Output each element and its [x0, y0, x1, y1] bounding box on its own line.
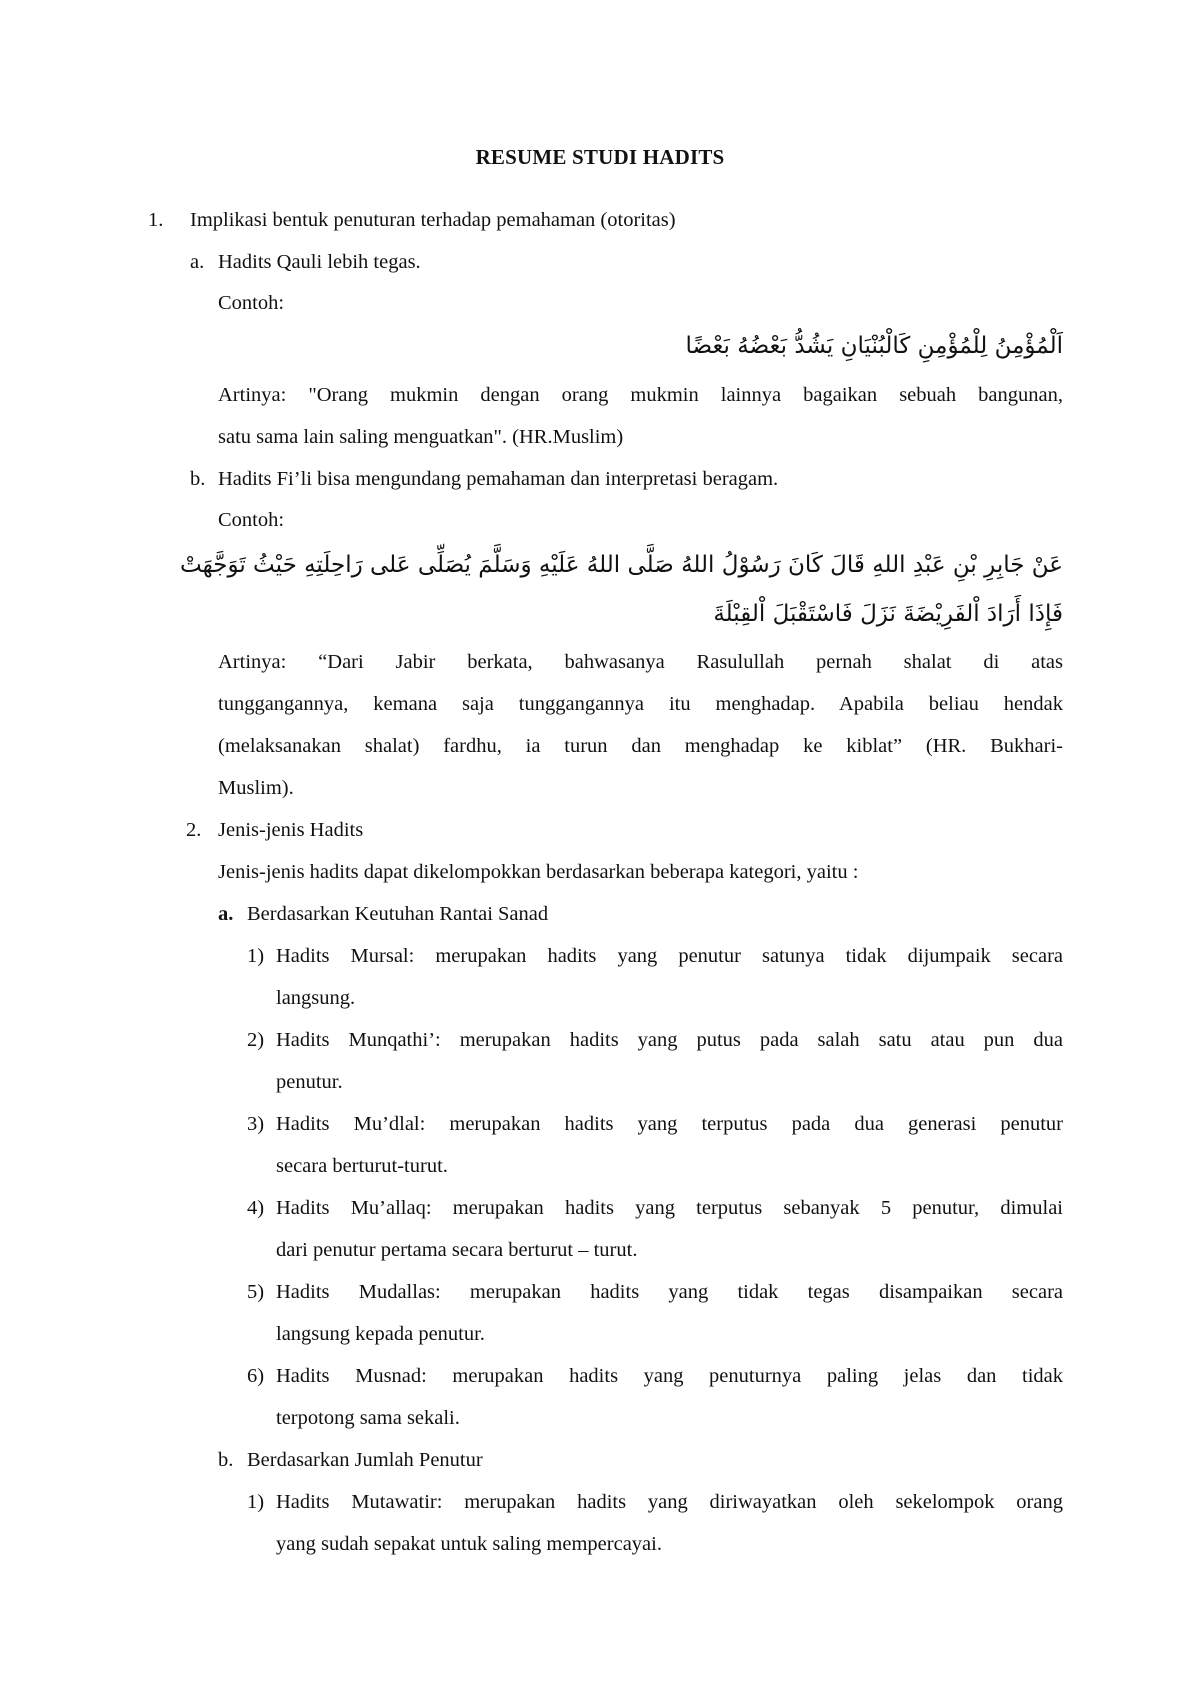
section-1a-artinya-line1: Artinya: "Orang mukmin dengan orang mukmin lainnya bagaikan sebuah bangunan,: [218, 384, 1063, 406]
section-1b-artinya-line4: Muslim).: [218, 777, 294, 799]
section-1a-artinya-line2: satu sama lain saling menguatkan". (HR.Muslim): [218, 426, 624, 448]
list-item-line1: Hadits Musnad: merupakan hadits yang penuturnya paling jelas dan tidak: [276, 1365, 1063, 1387]
list-item-number: 5): [247, 1281, 265, 1303]
list-item-line1: Hadits Mu’dlal: merupakan hadits yang terputus pada dua generasi penutur: [276, 1113, 1063, 1135]
list-item-number: 2): [247, 1029, 265, 1051]
section-1b-text: Hadits Fi’li bisa mengundang pemahaman dan interpretasi beragam.: [218, 468, 779, 490]
list-item-line1: Hadits Mursal: merupakan hadits yang penutur satunya tidak dijumpaik secara: [276, 945, 1063, 967]
section-2b-marker: b.: [218, 1449, 234, 1471]
section-2-intro: Jenis-jenis hadits dapat dikelompokkan berdasarkan beberapa kategori, yaitu :: [218, 861, 859, 883]
list-item-number: 1): [247, 1491, 265, 1513]
section-1b-arabic-line1: عَنْ جَابِرِ بْنِ عَبْدِ اللهِ قَالَ كَانَ رَسُوْلُ اللهُ صَلَّى اللهُ عَلَيْهِ وَسَلَّمَ يُصَلِّى عَلى رَاحِلَتِهِ حَيْثُ تَوَجَّهَتْ: [180, 552, 1063, 578]
section-2-number: 2.: [186, 819, 202, 841]
list-item-line2: terpotong sama sekali.: [276, 1407, 460, 1429]
list-item-line2: yang sudah sepakat untuk saling mempercayai.: [276, 1533, 662, 1555]
section-1b-marker: b.: [190, 468, 206, 490]
section-1a-contoh: Contoh:: [218, 292, 285, 314]
list-item-number: 6): [247, 1365, 265, 1387]
section-1-number: 1.: [148, 209, 164, 231]
list-item-line2: secara berturut-turut.: [276, 1155, 448, 1177]
document-title: RESUME STUDI HADITS: [475, 145, 725, 169]
list-item-line1: Hadits Mu’allaq: merupakan hadits yang terputus sebanyak 5 penutur, dimulai: [276, 1197, 1063, 1219]
list-item-line2: langsung kepada penutur.: [276, 1323, 485, 1345]
section-1a-arabic: اَلْمُؤْمِنُ لِلْمُؤْمِنِ كَالْبُنْيَانِ يَشُدُّ بَعْضُهُ بَعْضًا: [685, 333, 1063, 359]
section-2a-text: Berdasarkan Keutuhan Rantai Sanad: [247, 903, 549, 925]
section-1a-text: Hadits Qauli lebih tegas.: [218, 251, 421, 273]
list-item-line1: Hadits Mutawatir: merupakan hadits yang diriwayatkan oleh sekelompok orang: [276, 1491, 1063, 1513]
section-1-heading: Implikasi bentuk penuturan terhadap pemahaman (otoritas): [190, 209, 676, 231]
section-1b-artinya-line2: tunggangannya, kemana saja tunggangannya itu menghadap. Apabila beliau hendak: [218, 693, 1063, 715]
list-item-line1: Hadits Munqathi’: merupakan hadits yang putus pada salah satu atau pun dua: [276, 1029, 1063, 1051]
list-item-number: 3): [247, 1113, 265, 1135]
section-1a-marker: a.: [190, 251, 205, 273]
section-1b-artinya-line3: (melaksanakan shalat) fardhu, ia turun dan menghadap ke kiblat” (HR. Bukhari-: [218, 735, 1063, 757]
section-1b-contoh: Contoh:: [218, 509, 285, 531]
list-item-number: 1): [247, 945, 265, 967]
list-item-line2: dari penutur pertama secara berturut – turut.: [276, 1239, 638, 1261]
section-2-heading: Jenis-jenis Hadits: [218, 819, 364, 841]
section-1b-arabic-line2: فَإِذَا أَرَادَ اْلفَرِيْضَةَ نَزَلَ فَاسْتَقْبَلَ اْلقِبْلَةَ: [713, 601, 1063, 627]
list-item-line2: penutur.: [276, 1071, 343, 1093]
list-item-number: 4): [247, 1197, 265, 1219]
section-1b-artinya-line1: Artinya: “Dari Jabir berkata, bahwasanya Rasulullah pernah shalat di atas: [218, 651, 1063, 673]
list-item-line2: langsung.: [276, 987, 356, 1009]
section-2b-text: Berdasarkan Jumlah Penutur: [247, 1449, 483, 1471]
section-2a-marker: a.: [218, 903, 234, 925]
list-item-line1: Hadits Mudallas: merupakan hadits yang tidak tegas disampaikan secara: [276, 1281, 1063, 1303]
